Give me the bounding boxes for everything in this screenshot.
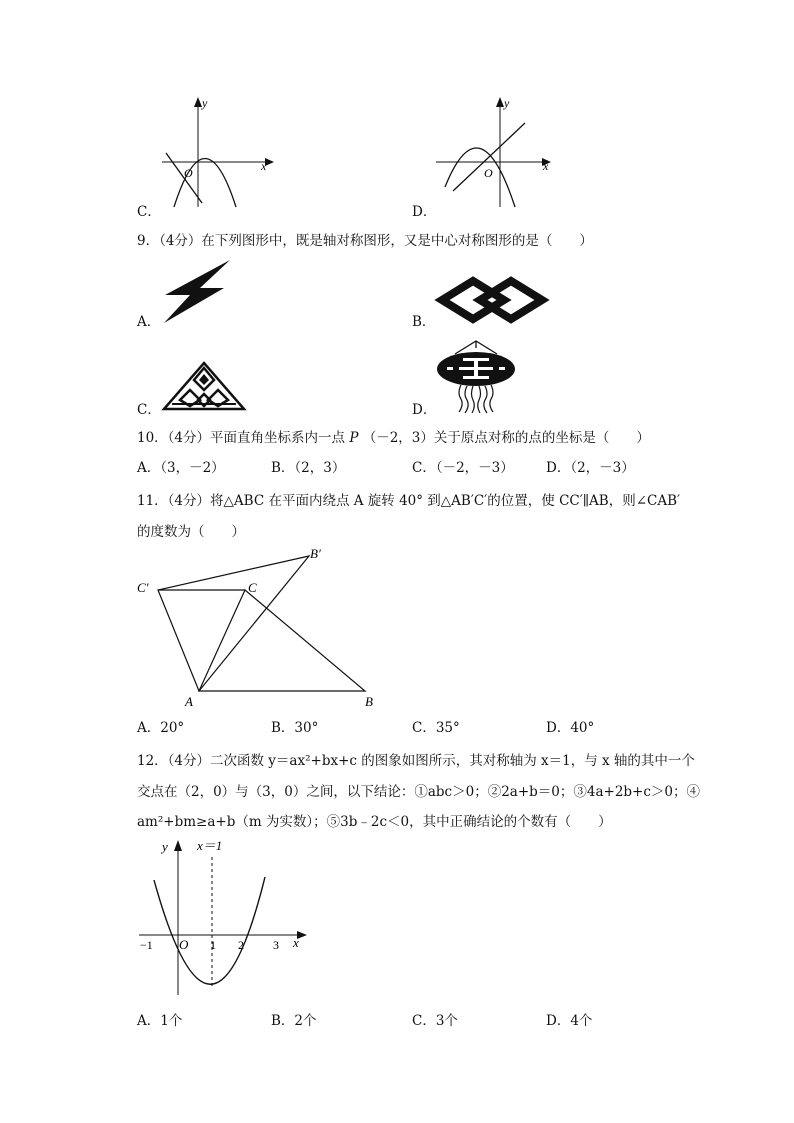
- q10-option-d[interactable]: D．（2，－3）: [546, 460, 635, 476]
- q11-option-a[interactable]: A．20°: [137, 720, 185, 736]
- q9-option-c[interactable]: C．: [137, 402, 161, 418]
- q9-figure-c-triangle-pattern: [160, 360, 248, 412]
- q8c-x-label: x: [261, 159, 267, 173]
- q10-option-b[interactable]: B．（2，3）: [271, 460, 346, 476]
- q9-figure-d-lantern: [435, 338, 517, 414]
- q12-option-c[interactable]: C．3个: [412, 1013, 458, 1029]
- q10-point-p: P: [349, 430, 359, 446]
- q11-option-d[interactable]: D．40°: [546, 720, 595, 736]
- q8-option-d[interactable]: D．: [412, 204, 437, 220]
- q11-option-c[interactable]: C．35°: [412, 720, 460, 736]
- q10-option-a[interactable]: A．（3，－2）: [137, 460, 225, 476]
- q10-stem-prefix: 10．（4分）平面直角坐标系内一点: [137, 430, 346, 446]
- q11-stem-line1: 11．（4分）将△ABC 在平面内绕点 A 旋转 40° 到△AB′C′的位置，使 CC′∥AB，则∠CAB′: [137, 493, 681, 509]
- q12-fig-tick-2: 2: [238, 938, 244, 952]
- q12-fig-axis-label: x＝1: [197, 838, 223, 853]
- q9-option-b[interactable]: B．: [412, 314, 436, 330]
- q8d-y-label: y: [504, 96, 510, 110]
- q12-stem-line3: am²+bm≥a+b（m 为实数）；⑤3b﹣2c＜0，其中正确结论的个数有（ ）: [137, 814, 612, 830]
- q10-option-c[interactable]: C．（－2，－3）: [412, 460, 514, 476]
- q8-graph-d: [430, 95, 560, 215]
- q11-stem-line2: 的度数为（ ）: [137, 524, 245, 540]
- q12-option-b[interactable]: B．2个: [271, 1013, 317, 1029]
- q8c-origin: O: [184, 166, 193, 180]
- q8c-y-label: y: [202, 96, 208, 110]
- q12-option-a[interactable]: A．1个: [137, 1013, 183, 1029]
- q12-stem-line1: 12．（4分）二次函数 y＝ax²+bx+c 的图象如图所示，其对称轴为 x＝1，与 x 轴的其中一个: [137, 753, 695, 769]
- q12-fig-y-label: y: [162, 839, 168, 854]
- q12-fig-tick-3: 3: [273, 938, 279, 952]
- q9-figure-b-interlocked-diamonds: [436, 276, 548, 324]
- q8-option-c[interactable]: C．: [137, 204, 161, 220]
- q12-fig-origin: O: [179, 937, 189, 952]
- q10-stem: [137, 426, 650, 446]
- q8d-origin: O: [484, 166, 493, 180]
- q12-fig-tick-1: 1: [210, 938, 216, 952]
- q11-label-b: B: [365, 694, 373, 709]
- q11-label-bprime: B′: [310, 546, 321, 561]
- q9-stem: 9．（4分）在下列图形中，既是轴对称图形，又是中心对称图形的是（ ）: [137, 233, 593, 249]
- q12-fig-x-label: x: [293, 935, 299, 950]
- q9-option-a[interactable]: A．: [137, 314, 161, 330]
- q9-figure-a-lightning: [160, 258, 235, 326]
- q11-label-cprime: C′: [137, 580, 149, 595]
- q8-graph-c: [150, 95, 280, 215]
- q11-figure-triangles: [130, 538, 390, 718]
- q12-fig-tick-neg1: −1: [140, 938, 153, 952]
- q9-option-d[interactable]: D．: [412, 402, 437, 418]
- q11-option-b[interactable]: B．30°: [271, 720, 319, 736]
- q10-stem-suffix: （－2，3）关于原点对称的点的坐标是（ ）: [362, 430, 650, 446]
- q8d-x-label: x: [543, 159, 549, 173]
- q12-stem-line2: 交点在（2，0）与（3，0）之间，以下结论：①abc＞0；②2a+b＝0；③4a+2b+c＞0；④: [137, 784, 701, 800]
- q12-figure-parabola: [135, 835, 315, 1000]
- q11-label-a: A: [185, 694, 193, 709]
- q12-option-d[interactable]: D．4个: [546, 1013, 593, 1029]
- q11-label-c: C: [248, 580, 257, 595]
